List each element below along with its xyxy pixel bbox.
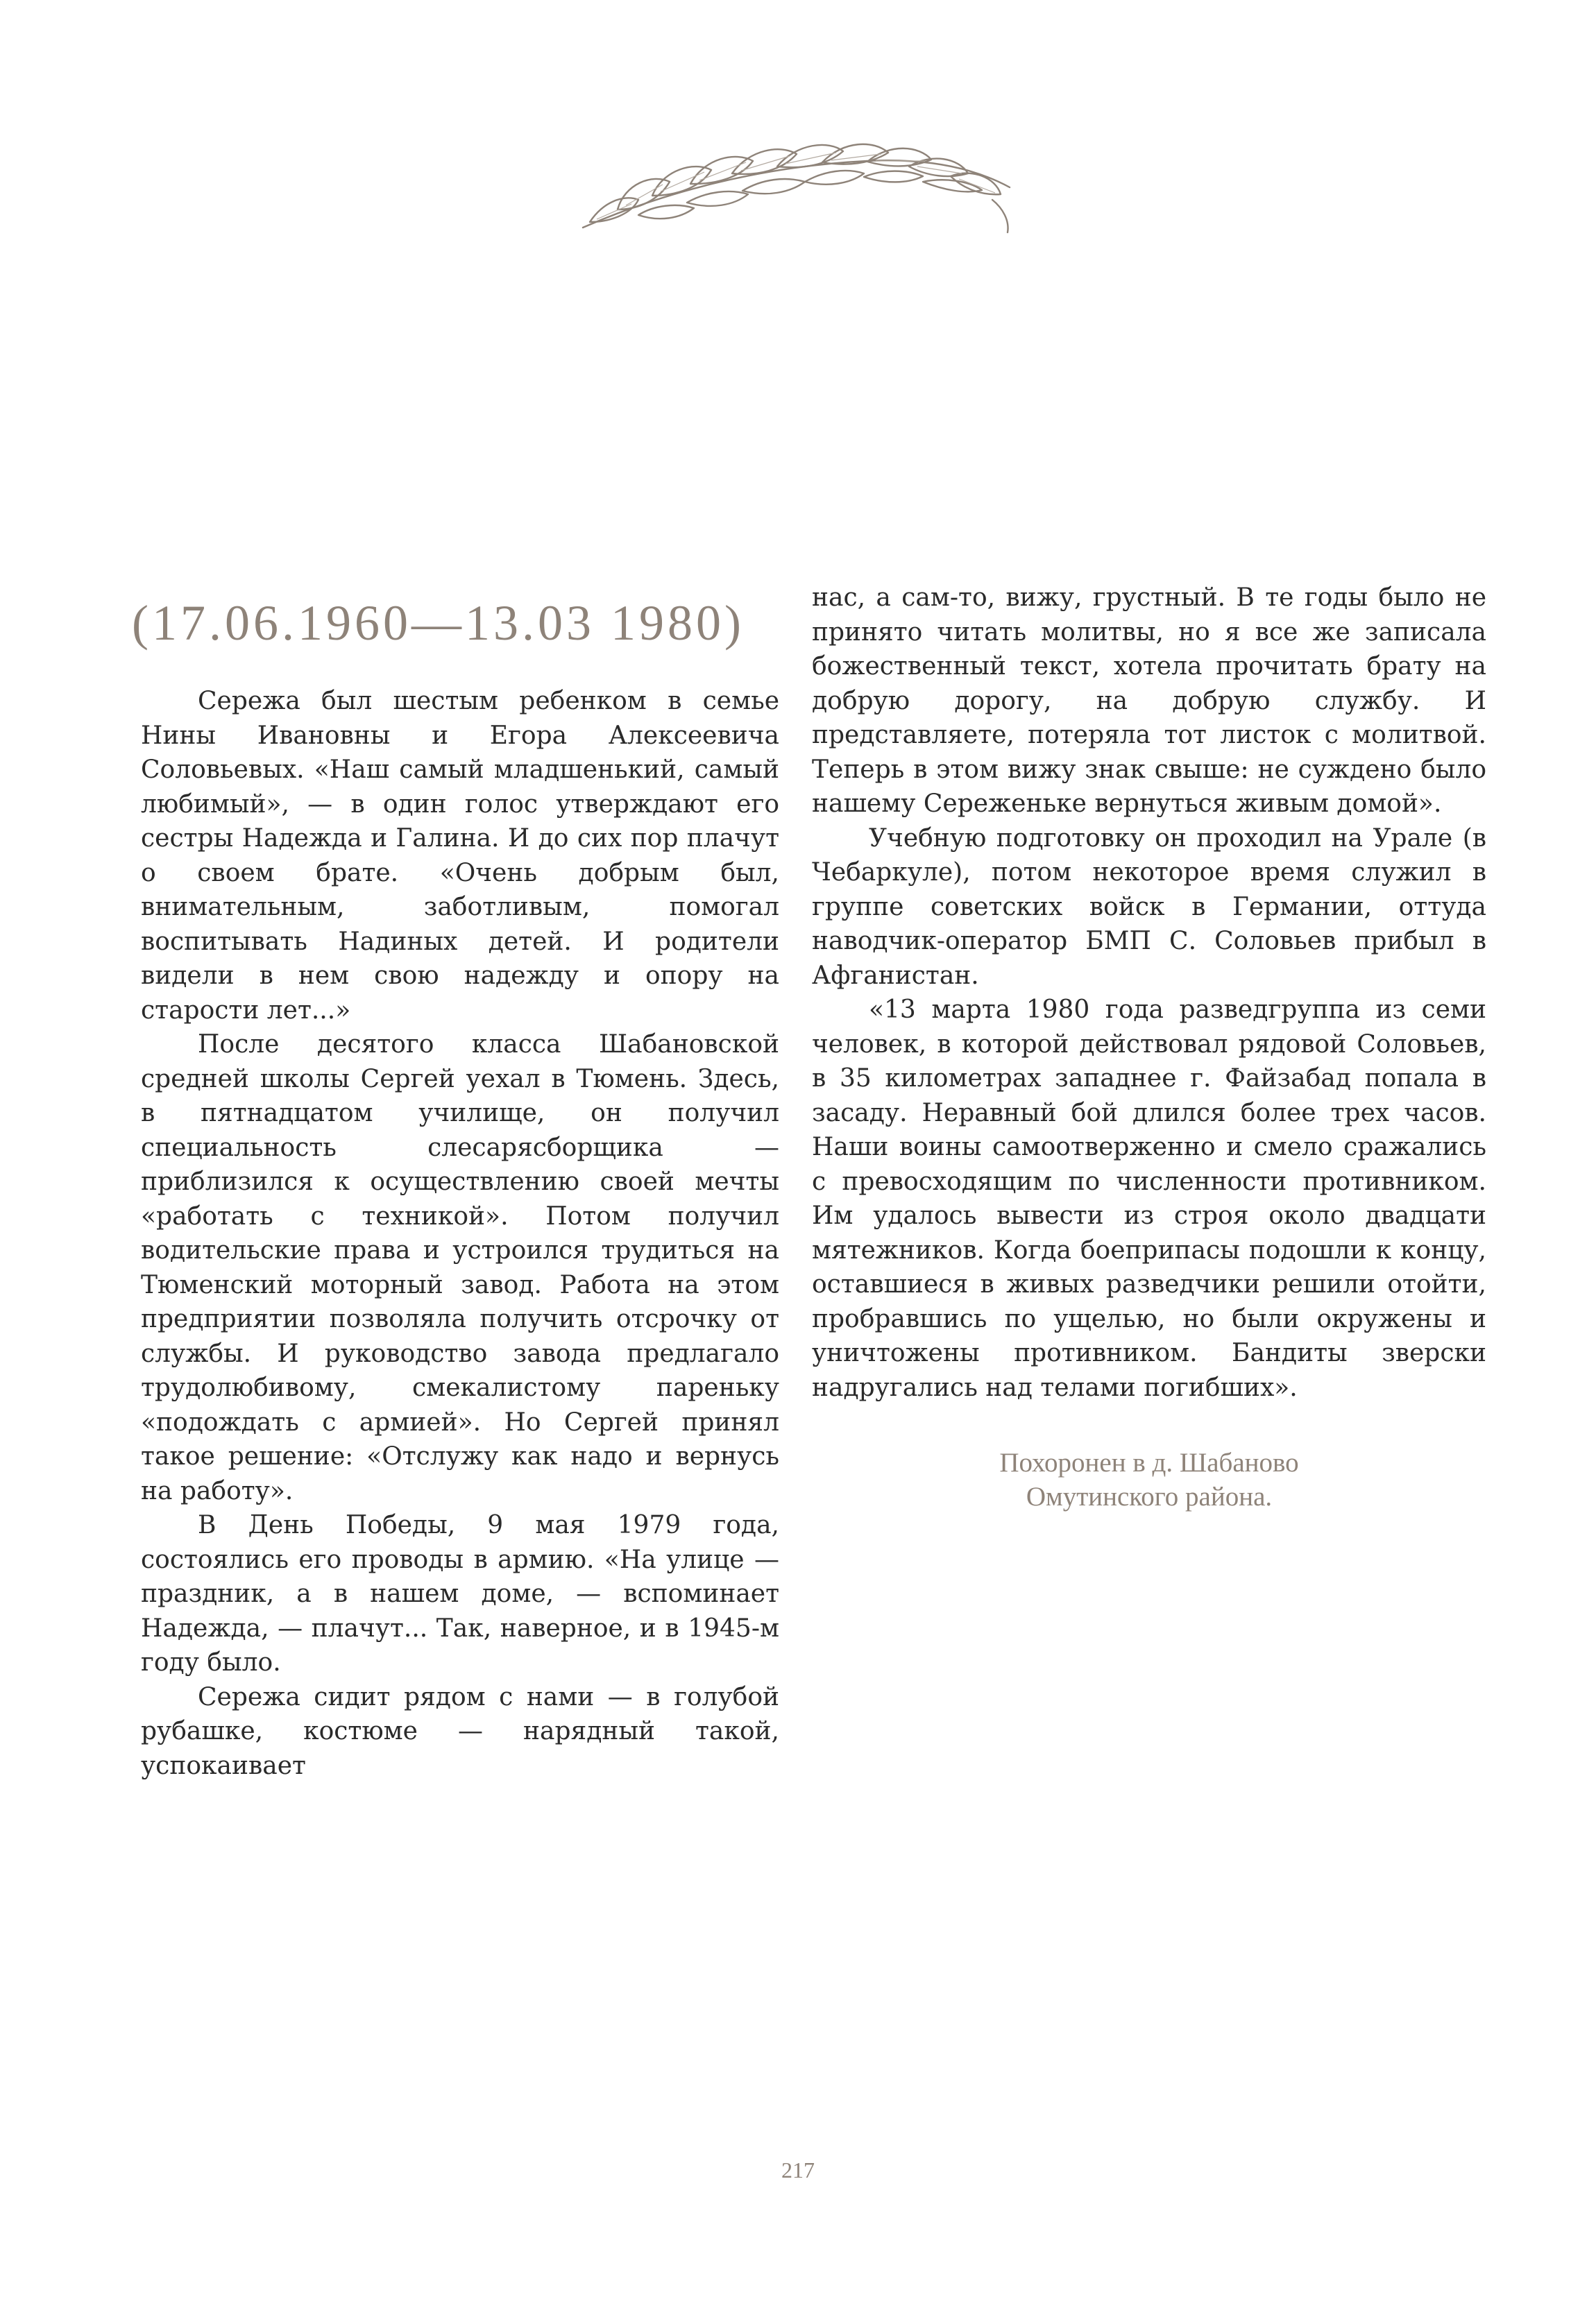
article-right-column xyxy=(812,581,1486,1405)
paragraph: Сережа был шестым ребенком в семье Нины Ивановны и Егора Алексеевича Соловьевых. «Наш самый младшенький, самый любимый», — в один голос утверждают его сестры Надежда и Галина. И до сих пор плачут о своем брате. «Очень добрым был, внимательным, заботливым, помогал воспитывать Надиных детей. И родители видели в нем свою надежду и опору на старости лет...» xyxy=(141,687,779,1025)
life-dates-heading: (17.06.1960—13.03 1980) xyxy=(132,595,745,651)
laurel-branch-ornament xyxy=(576,118,1020,239)
paragraph: После десятого класса Шабановской средней школы Сергей уехал в Тюмень. Здесь, в пятнадцатом училище, он получил специальность слесарясборщика — приблизился к осуществлению своей мечты «работать с техникой». Потом получил водительские права и устроился трудиться на Тюменский моторный завод. Работа на этом предприятии позволяла получить отсрочку от службы. И руководство завода предлагало трудолюбивому, смекалистому пареньку «подождать с армией». Но Сергей принял такое решение: «Отслужу как надо и вернусь на работу». xyxy=(141,1030,779,1505)
paragraph: Сережа сидит рядом с нами — в голубой рубашке, костюме — нарядный такой, успокаивает xyxy=(141,1682,779,1780)
page-number: 217 xyxy=(781,2158,815,2182)
paragraph: нас, а сам-то, вижу, грустный. В те годы было не принято читать молитвы, но я все же записала божественный текст, хотела прочитать брату на добрую дорогу, на добрую службу. И представляете, потеряла тот листок с молитвой. Теперь в этом вижу знак свыше: не суждено было нашему Сереженьке вернуться живым домой». xyxy=(812,583,1486,818)
paragraph: «13 марта 1980 года разведгруппа из семи человек, в которой действовал рядовой Соловьев, в 35 километрах западнее г. Файзабад попала в засаду. Неравный бой длился более трех часов. Наши воины самоотверженно и смело сражались с превосходящим по численности противником. Им удалось вывести из строя около двадцати мятежников. Когда боеприпасы подошли к концу, оставшиеся в живых разведчики решили отойти, пробравшись по ущелью, но были окружены и уничтожены противником. Бандиты зверски надругались над телами погибших». xyxy=(812,996,1486,1402)
burial-line-1: Похоронен в д. Шабаново xyxy=(999,1448,1299,1478)
paragraph: Учебную подготовку он проходил на Урале (в Чебаркуле), потом некоторое время служил в группе советских войск в Германии, оттуда наводчик-оператор БМП С. Соловьев прибыл в Афганистан. xyxy=(812,823,1486,990)
article-left-column xyxy=(141,684,779,1783)
burial-note xyxy=(812,1446,1486,1514)
burial-line-2: Омутинского района. xyxy=(1026,1482,1273,1512)
paragraph: В День Победы, 9 мая 1979 года, состоялись его проводы в армию. «На улице — праздник, а в нашем доме, — вспоминает Надежда, — плачут... Так, наверное, и в 1945-м году было. xyxy=(141,1511,779,1677)
